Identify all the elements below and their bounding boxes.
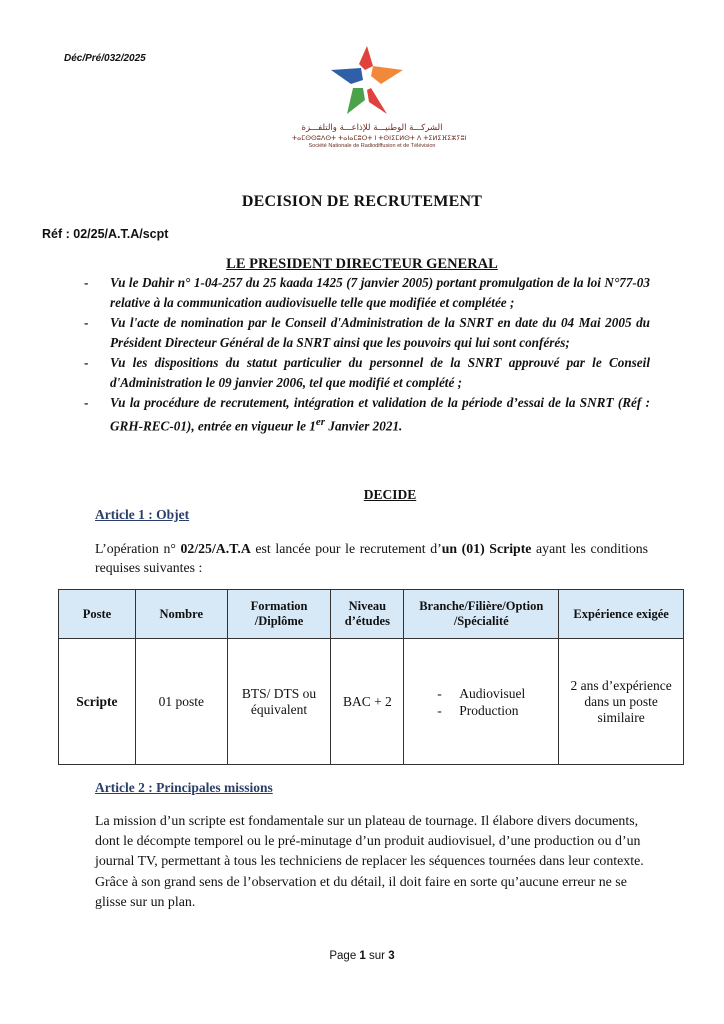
visa-text-start: Vu la procédure de recrutement, intégration et validation de la période d’essai de la SNRT (Réf : GRH-REC-01), entrée en vigueur le 1: [110, 395, 650, 433]
visa-item: [84, 273, 650, 312]
of-word: sur: [369, 950, 386, 962]
branch-label: Audiovisuel: [459, 685, 526, 701]
total-pages: 3: [388, 950, 395, 962]
bullet-dash: -: [84, 315, 89, 330]
logo-orange-segment: [371, 66, 403, 84]
intro-text: L’opération n°: [95, 541, 181, 556]
bullet-dash: -: [437, 702, 442, 718]
branch-label: Production: [459, 702, 519, 718]
bullet-dash: -: [84, 355, 89, 370]
visa-text: Vu l'acte de nomination par le Conseil d'Administration de la SNRT en date du 04 Mai 2005 du Président Directeur Général de la SNRT ainsi que les pouvoirs qui lui sont conférés;: [110, 315, 650, 350]
column-header-nombre: Nombre: [135, 590, 227, 639]
visa-item: [84, 393, 650, 435]
document-code: Déc/Pré/032/2025: [64, 53, 146, 64]
cell-nombre: 01 poste: [135, 639, 227, 765]
column-header-niveau: Niveau d’études: [331, 590, 404, 639]
branch-list: [437, 685, 525, 719]
bullet-dash: -: [84, 275, 89, 290]
visa-item: [84, 313, 650, 352]
cell-branche: [404, 639, 559, 765]
bullet-dash: -: [437, 685, 442, 701]
table-header-row: [59, 590, 684, 639]
visa-text: Vu les dispositions du statut particulier du personnel de la SNRT approuvé par le Conseil d'Administration le 09 janvier 2006, tel que modifié et complété ;: [110, 355, 650, 390]
organization-name-tifinagh: ⵜⴰⵎⵙⵙⵓⴷⵙⵜ ⵜⴰⵏⴰⵎⵓⵔⵜ ⵏ ⵜⵙⵏⵉⵎⵍⵙⵜ ⴷ ⵜⵉⵍⵉⴼⵉⵣⵢⵓⵏ: [292, 134, 467, 142]
visa-text-end: Janvier 2021.: [325, 417, 403, 433]
logo-red-lower-segment: [367, 88, 387, 114]
cell-experience: 2 ans d’expérience dans un poste similaire: [559, 639, 684, 765]
visa-text-superscript: er: [315, 415, 326, 428]
table-row: [59, 639, 684, 765]
position-count: un (01) Scripte: [441, 541, 532, 556]
article-1-heading: Article 1 : Objet: [95, 507, 190, 522]
intro-text: est lancée pour le recrutement d’: [250, 541, 442, 556]
decide-heading: DECIDE: [363, 487, 417, 502]
organization-block: [292, 123, 467, 149]
column-header-experience: Expérience exigée: [559, 590, 684, 639]
visa-text: Vu le Dahir n° 1-04-257 du 25 kaada 1425 (7 janvier 2005) portant promulgation de la loi N°77-03 relative à la communication audiovisuelle telle que modifiée et complétée ;: [110, 275, 650, 310]
intro-text: ayant les conditions requises suivantes :: [95, 541, 648, 575]
column-header-branche: Branche/Filière/Option /Spécialité: [404, 590, 559, 639]
authority-heading: LE PRESIDENT DIRECTEUR GENERAL: [226, 256, 498, 272]
visa-item: [84, 353, 650, 392]
logo-blue-segment: [331, 68, 363, 84]
article-1-intro: [95, 539, 648, 577]
column-header-poste: Poste: [59, 590, 136, 639]
organization-name-arabic: الشركـــة الوطنيـــة للإذاعـــة والتلفـــزة: [301, 123, 443, 133]
list-item: [437, 702, 525, 719]
bullet-dash: -: [84, 395, 89, 410]
operation-reference: 02/25/A.T.A: [180, 541, 251, 556]
document-reference: Réf : 02/25/A.T.A/scpt: [42, 227, 169, 241]
article-2-heading: Article 2 : Principales missions: [95, 780, 273, 795]
current-page: 1: [359, 950, 366, 962]
page-word: Page: [329, 950, 357, 962]
logo-red-segment: [359, 46, 373, 70]
cell-niveau: BAC + 2: [331, 639, 404, 765]
logo-green-segment: [347, 88, 365, 114]
recruitment-table: [58, 589, 684, 765]
article-2-text: La mission d’un scripte est fondamentale sur un plateau de tournage. Il élabore divers documents, dont le décompte temporel ou le pré-minutage d’un produit audiovisuel, d’une production ou d’un journal TV, permettant à tous les techniciens de replacer les séquences tournées dans leur contexte. Grâce à son grand sens de l’observation et du détail, il doit faire en sorte qu’aucune erreur ne se glisse sur un plan.: [95, 814, 644, 910]
cell-poste: Scripte: [59, 639, 136, 765]
document-title: DECISION DE RECRUTEMENT: [241, 193, 483, 210]
snrt-star-logo: [329, 44, 405, 116]
list-item: [437, 685, 525, 702]
organization-name-french: Société Nationale de Radiodiffusion et de Télévision: [308, 143, 436, 149]
page-footer: [0, 950, 724, 962]
cell-formation: BTS/ DTS ou équivalent: [227, 639, 331, 765]
column-header-formation: Formation /Diplôme: [227, 590, 331, 639]
visa-list: [84, 273, 650, 436]
